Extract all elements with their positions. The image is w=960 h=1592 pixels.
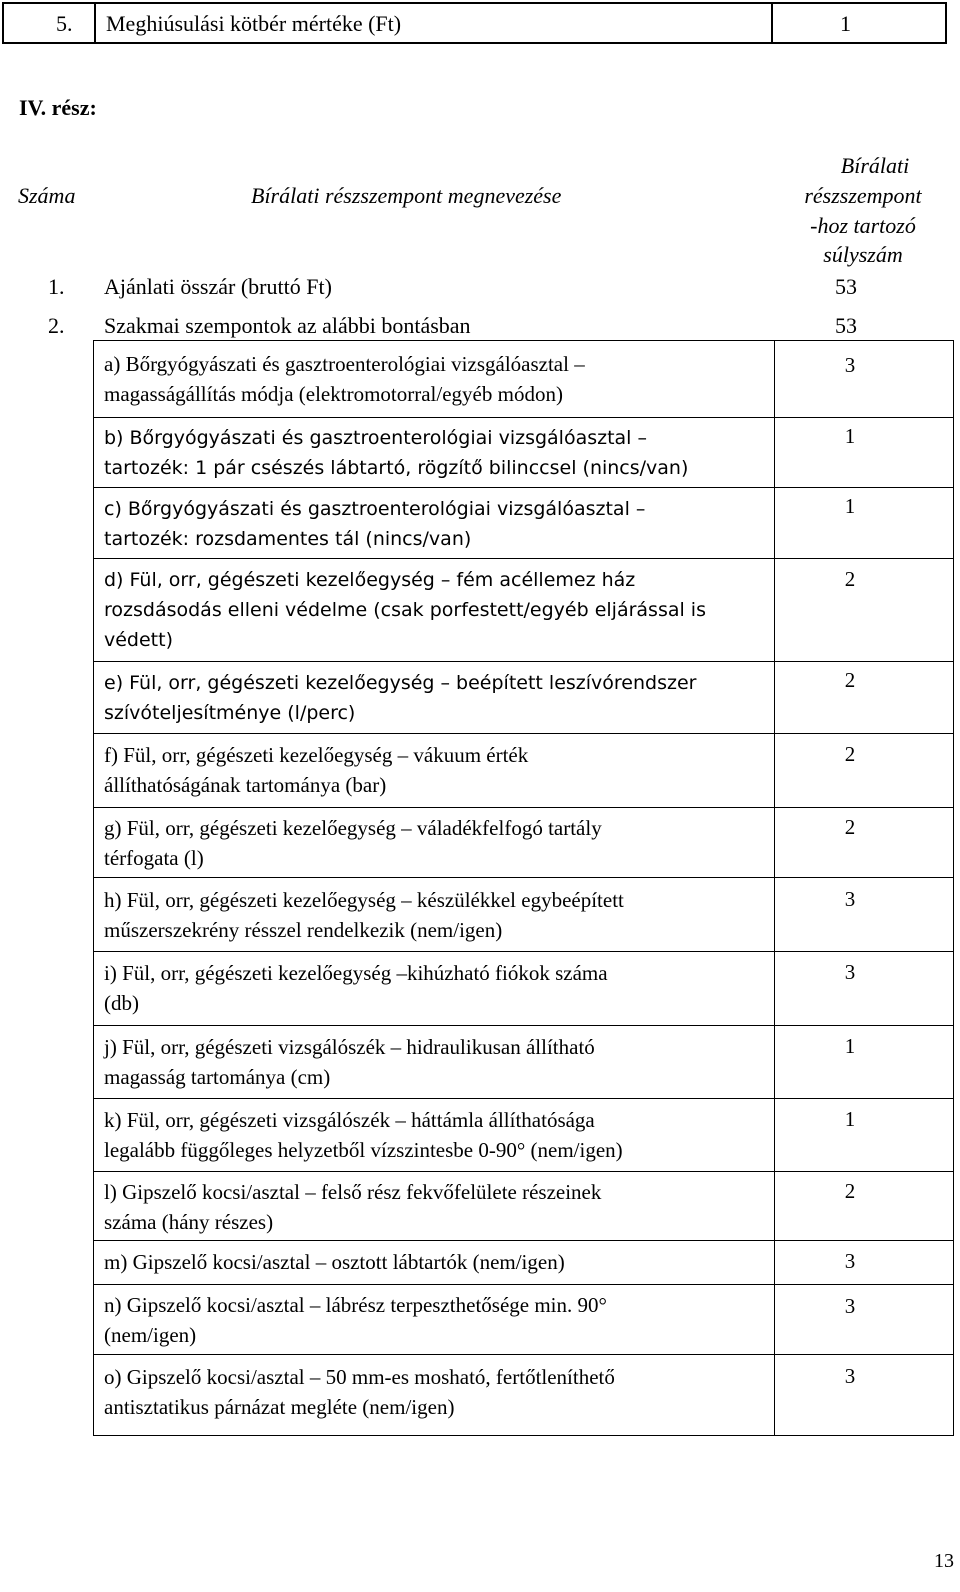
subrow-d-line1: d) Fül, orr, gégészeti kezelőegység – fém acéllemez ház [104,569,636,591]
subrow-f-line2: állíthatóságának tartománya (bar) [104,773,387,797]
subrow-j-weight: 1 [844,1034,856,1058]
subrow-k-weight: 1 [844,1107,856,1131]
subrow-c-line2: tartozék: rozsdamentes tál (nincs/van) [104,528,472,550]
subrow-l [104,1177,764,1237]
subrow-h [104,885,764,945]
subrow-i [104,958,764,1018]
row-2-weight: 53 [835,313,857,338]
subrow-l-weight: 2 [844,1179,856,1203]
row-2-label: Szakmai szempontok az alábbi bontásban [104,313,471,338]
subrow-d-line3: védett) [104,629,173,651]
subrow-n [104,1290,764,1350]
header-weight-line1: Bírálati [840,153,910,178]
row-divider [93,1025,954,1026]
subrow-m-weight: 3 [844,1249,856,1273]
subrow-o [104,1362,764,1422]
header-number: Száma [18,183,76,208]
subrow-j [104,1032,764,1092]
page-number: 13 [934,1550,954,1572]
header-name: Bírálati részszempont megnevezése [251,183,562,208]
subrow-d-line2: rozsdásodás elleni védelme (csak porfestett/egyéb eljárással is [104,599,706,621]
subrow-i-weight: 3 [844,960,856,984]
row-divider [93,1098,954,1099]
subrow-n-weight: 3 [844,1294,856,1318]
subrow-h-line1: h) Fül, orr, gégészeti kezelőegység – készülékkel egybeépített [104,888,624,912]
subrow-o-weight: 3 [844,1364,856,1388]
row-divider [93,733,954,734]
row-divider [93,951,954,952]
row-divider [93,487,954,488]
row-divider [93,1171,954,1172]
subrow-a-weight: 3 [844,353,856,377]
row-divider [93,558,954,559]
header-weight-line4: súlyszám [823,242,903,267]
row-divider [93,807,954,808]
subrow-e-line2: szívóteljesítménye (l/perc) [104,702,356,724]
subrow-f-weight: 2 [844,742,856,766]
section-title: IV. rész: [19,95,97,120]
row-1-label: Ajánlati összár (bruttó Ft) [104,274,332,299]
subrow-c-weight: 1 [844,494,856,518]
subrow-b-line1: b) Bőrgyógyászati és gasztroenterológiai vizsgálóasztal – [104,427,648,449]
subrow-k-line1: k) Fül, orr, gégészeti vizsgálószék – háttámla állíthatósága [104,1108,595,1132]
subrow-b-weight: 1 [844,424,856,448]
subrow-i-line1: i) Fül, orr, gégészeti kezelőegység –kihúzható fiókok száma [104,961,608,985]
subrow-n-line2: (nem/igen) [104,1323,197,1347]
subrow-g [104,813,764,873]
subrow-o-line1: o) Gipszelő kocsi/asztal – 50 mm-es mosható, fertőtleníthető [104,1365,615,1389]
subrow-f [104,740,764,800]
subrow-g-line2: térfogata (l) [104,846,204,870]
subrow-a-line2: magasságállítás módja (elektromotorral/egyéb módon) [104,382,563,406]
subrow-g-weight: 2 [844,815,856,839]
row-1-weight: 53 [835,274,857,299]
subrow-e [104,668,764,728]
header-weight-line3: -hoz tartozó [810,213,916,238]
header-weight-line2: részszempont [804,183,922,208]
column-divider [774,340,775,1436]
row-divider [93,340,954,341]
subrow-g-line1: g) Fül, orr, gégészeti kezelőegység – váladékfelfogó tartály [104,816,602,840]
subrow-a [104,349,764,409]
subrow-c-line1: c) Bőrgyógyászati és gasztroenterológiai vizsgálóasztal – [104,498,646,520]
top-row-weight: 1 [840,11,851,36]
subrow-d-weight: 2 [844,567,856,591]
top-row-label-cell [96,4,773,42]
row-divider [93,1284,954,1285]
subrow-a-line1: a) Bőrgyógyászati és gasztroenterológiai vizsgálóasztal – [104,352,585,376]
row-divider [93,417,954,418]
subrow-j-line2: magasság tartománya (cm) [104,1065,331,1089]
subrow-h-line2: műszerszekrény résszel rendelkezik (nem/igen) [104,918,503,942]
top-row-label: Meghiúsulási kötbér mértéke (Ft) [106,11,402,36]
row-divider [93,877,954,878]
row-divider [93,661,954,662]
subrow-i-line2: (db) [104,991,139,1015]
subrow-b [104,423,764,483]
row-1-number: 1. [48,274,65,299]
subrow-e-line1: e) Fül, orr, gégészeti kezelőegység – beépített leszívórendszer [104,672,697,694]
subrow-m [104,1247,764,1277]
top-row-number-cell [4,4,96,42]
subrow-m-line1: m) Gipszelő kocsi/asztal – osztott lábtartók (nem/igen) [104,1250,565,1274]
subrow-h-weight: 3 [844,887,856,911]
top-row-number: 5. [56,11,73,36]
subrow-l-line1: l) Gipszelő kocsi/asztal – felső rész fekvőfelülete részeinek [104,1180,602,1204]
subrow-k-line2: legalább függőleges helyzetből vízszintesbe 0-90° (nem/igen) [104,1138,623,1162]
row-2-number: 2. [48,313,65,338]
row-divider [93,1240,954,1241]
subrow-e-weight: 2 [844,668,856,692]
row-divider [93,1354,954,1355]
subrow-j-line1: j) Fül, orr, gégészeti vizsgálószék – hidraulikusan állítható [104,1035,595,1059]
subrow-b-line2: tartozék: 1 pár csészés lábtartó, rögzítő bilinccsel (nincs/van) [104,457,689,479]
subrow-c [104,494,764,554]
top-row [2,2,947,44]
subrow-l-line2: száma (hány részes) [104,1210,274,1234]
subrow-n-line1: n) Gipszelő kocsi/asztal – lábrész terpeszthetősége min. 90° [104,1293,607,1317]
subrow-d [104,565,764,655]
subrow-o-line2: antisztatikus párnázat megléte (nem/igen) [104,1395,455,1419]
subrow-k [104,1105,764,1165]
subrow-f-line1: f) Fül, orr, gégészeti kezelőegység – vákuum érték [104,743,529,767]
